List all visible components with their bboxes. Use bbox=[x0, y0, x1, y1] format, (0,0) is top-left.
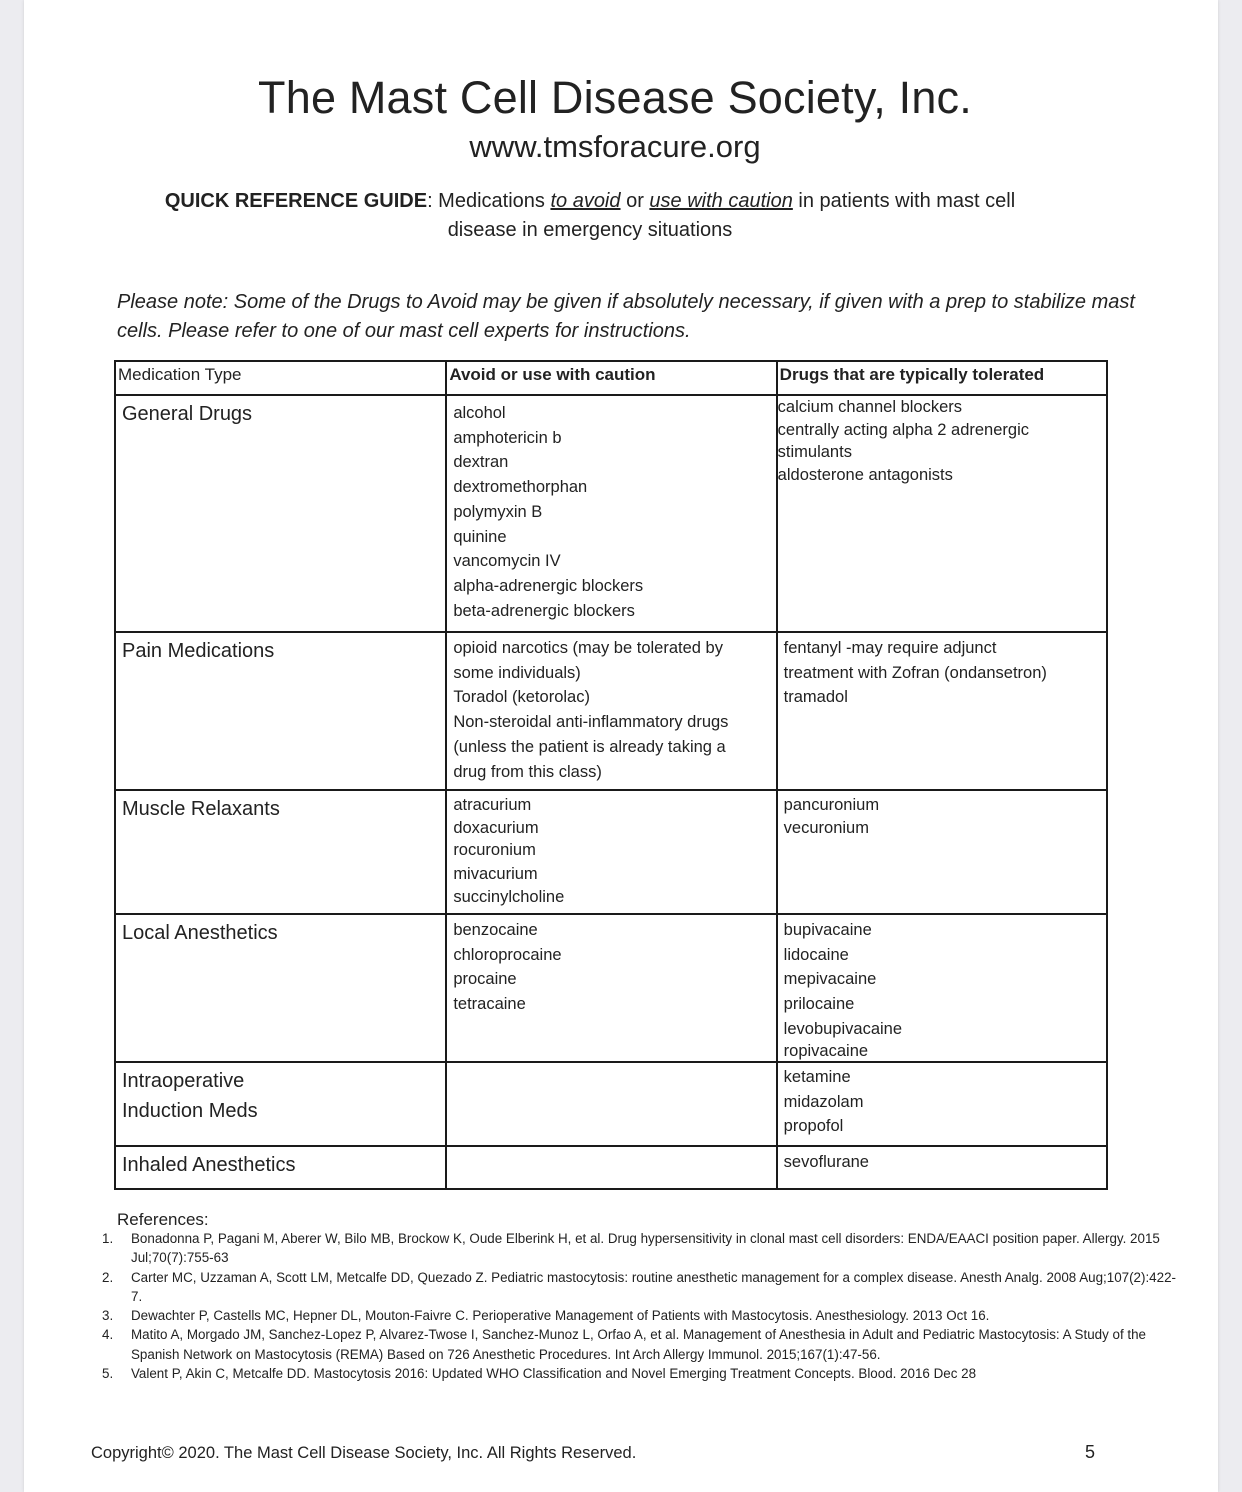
tolerated-item: bupivacaine bbox=[783, 921, 872, 939]
medication-type-cell: General Drugs bbox=[115, 395, 446, 632]
tolerated-item: lidocaine bbox=[783, 945, 849, 964]
medication-type-line: Induction Meds bbox=[122, 1100, 258, 1122]
avoid-item: succinylcholine bbox=[453, 888, 565, 906]
tolerated-item: centrally acting alpha 2 adrenergic bbox=[777, 420, 1029, 439]
reference-text: Matito A, Morgado JM, Sanchez-Lopez P, Alvarez-Twose I, Sanchez-Munoz L, Orfao A, et al. Management of Anesthesia in Adult and Pediatric Mastocytosis: A Study of the Spanish Network on Mastocytosis (REMA) Based on 726 Anesthetic Procedures. Int Arch Allergy Immunol. 2015;167(1):47-56. bbox=[131, 1327, 1147, 1362]
avoid-item: alpha-adrenergic blockers bbox=[453, 576, 644, 595]
table-row bbox=[115, 1062, 1107, 1146]
avoid-item: Non-steroidal anti-inflammatory drugs bbox=[453, 713, 729, 732]
header-tolerated: Drugs that are typically tolerated bbox=[777, 361, 1107, 395]
tolerated-item: mepivacaine bbox=[783, 970, 877, 989]
reference-number: 1. bbox=[102, 1231, 114, 1246]
tolerated-item: stimulants bbox=[777, 443, 852, 461]
avoid-item: vancomycin IV bbox=[453, 552, 561, 571]
avoid-item: some individuals) bbox=[453, 663, 581, 682]
tolerated-item: prilocaine bbox=[783, 995, 855, 1014]
reference-number: 5. bbox=[102, 1366, 114, 1382]
table-header-row bbox=[115, 361, 1107, 395]
references-list bbox=[99, 1229, 1179, 1383]
avoid-item: amphotericin b bbox=[453, 428, 562, 447]
avoid-item: dextran bbox=[453, 453, 509, 472]
header-medication-type: Medication Type bbox=[115, 361, 446, 395]
avoid-cell bbox=[446, 914, 776, 1062]
page-number: 5 bbox=[1085, 1442, 1096, 1462]
table-row bbox=[115, 632, 1107, 790]
medication-table bbox=[114, 360, 1108, 1190]
tolerated-cell bbox=[777, 395, 1107, 632]
tolerated-item: treatment with Zofran (ondansetron) bbox=[783, 663, 1047, 682]
avoid-item: Toradol (ketorolac) bbox=[453, 688, 590, 707]
guide-text-1: : Medications bbox=[427, 190, 551, 212]
tolerated-item: vecuronium bbox=[783, 818, 869, 837]
medication-type-cell: Inhaled Anesthetics bbox=[115, 1146, 446, 1189]
table-row bbox=[115, 914, 1107, 1062]
tolerated-item: pancuronium bbox=[783, 796, 880, 814]
avoid-item: dextromethorphan bbox=[453, 478, 588, 497]
tolerated-item: levobupivacaine bbox=[783, 1019, 903, 1038]
medication-type-cell bbox=[115, 1062, 446, 1146]
tolerated-item: sevoflurane bbox=[783, 1153, 869, 1171]
medication-type-cell: Pain Medications bbox=[115, 632, 446, 790]
copyright-footer: Copyright© 2020. The Mast Cell Disease Society, Inc. All Rights Reserved. bbox=[91, 1444, 637, 1462]
reference-item bbox=[99, 1364, 1179, 1383]
avoid-item: tetracaine bbox=[453, 995, 526, 1014]
table-row bbox=[115, 1146, 1107, 1189]
avoid-item: alcohol bbox=[453, 404, 506, 422]
reference-item bbox=[99, 1268, 1179, 1307]
tolerated-item: midazolam bbox=[783, 1092, 864, 1111]
tolerated-item: calcium channel blockers bbox=[777, 398, 963, 416]
avoid-cell bbox=[446, 1062, 776, 1146]
reference-item bbox=[99, 1306, 1179, 1325]
reference-text: Valent P, Akin C, Metcalfe DD. Mastocytosis 2016: Updated WHO Classification and Novel Emerging Treatment Concepts. Blood. 2016 Dec 28 bbox=[131, 1366, 977, 1382]
tolerated-item: fentanyl -may require adjunct bbox=[783, 639, 997, 657]
avoid-cell bbox=[446, 790, 776, 914]
avoid-item: opioid narcotics (may be tolerated by bbox=[453, 639, 723, 657]
tolerated-item: propofol bbox=[783, 1117, 844, 1136]
please-note-text: Please note: Some of the Drugs to Avoid may be given if absolutely necessary, if given with a prep to stabilize mast cells. Please refer to one of our mast cell experts for instructions. bbox=[117, 291, 1135, 342]
reference-number: 2. bbox=[102, 1269, 114, 1285]
reference-text: Bonadonna P, Pagani M, Aberer W, Bilo MB, Brockow K, Oude Elberink H, et al. Drug hypersensitivity in clonal mast cell disorders: ENDA/EAACI position paper. Allergy. 2015 Jul;70(7):755-63 bbox=[131, 1231, 1160, 1266]
avoid-item: drug from this class) bbox=[453, 762, 602, 781]
tolerated-cell bbox=[777, 632, 1107, 790]
tolerated-cell bbox=[777, 790, 1107, 914]
guide-text-2: or bbox=[620, 190, 650, 212]
avoid-cell bbox=[446, 1146, 776, 1189]
reference-text: Dewachter P, Castells MC, Hepner DL, Mouton-Faivre C. Perioperative Management of Patients with Mastocytosis. Anesthesiology. 2013 Oct 16. bbox=[131, 1308, 990, 1324]
reference-number: 3. bbox=[102, 1308, 114, 1324]
avoid-item: chloroprocaine bbox=[453, 945, 562, 964]
avoid-cell bbox=[446, 632, 776, 790]
tolerated-cell bbox=[777, 1062, 1107, 1146]
medication-type-line: Intraoperative bbox=[122, 1070, 245, 1092]
avoid-item: polymyxin B bbox=[453, 502, 543, 521]
tolerated-item: ropivacaine bbox=[783, 1041, 869, 1060]
tolerated-item: ketamine bbox=[783, 1068, 851, 1086]
avoid-item: rocuronium bbox=[453, 841, 536, 859]
avoid-item: (unless the patient is already taking a bbox=[453, 737, 726, 756]
org-website-link[interactable]: www.tmsforacure.org bbox=[469, 129, 761, 164]
medication-type-cell: Muscle Relaxants bbox=[115, 790, 446, 914]
avoid-item: mivacurium bbox=[453, 864, 538, 883]
table-row bbox=[115, 395, 1107, 632]
quick-reference-guide-heading bbox=[140, 187, 1040, 245]
references-heading: References: bbox=[117, 1210, 209, 1229]
avoid-item: procaine bbox=[453, 970, 517, 989]
org-title: The Mast Cell Disease Society, Inc. bbox=[258, 72, 972, 123]
medication-type-cell: Local Anesthetics bbox=[115, 914, 446, 1062]
tolerated-item: aldosterone antagonists bbox=[777, 465, 953, 484]
guide-text-3: in patients with mast cell disease in emergency situations bbox=[447, 190, 1016, 241]
guide-emph-caution: use with caution bbox=[649, 190, 793, 212]
reference-item bbox=[99, 1325, 1179, 1364]
table-row bbox=[115, 790, 1107, 914]
reference-item bbox=[99, 1229, 1179, 1268]
avoid-item: benzocaine bbox=[453, 921, 538, 939]
tolerated-cell bbox=[777, 914, 1107, 1062]
reference-text: Carter MC, Uzzaman A, Scott LM, Metcalfe DD, Quezado Z. Pediatric mastocytosis: routine anesthetic management for a complex disease. Anesth Analg. 2008 Aug;107(2):422-7. bbox=[131, 1269, 1176, 1304]
header-avoid: Avoid or use with caution bbox=[446, 361, 776, 395]
tolerated-item: tramadol bbox=[783, 688, 848, 707]
avoid-item: quinine bbox=[453, 527, 507, 546]
guide-emph-avoid: to avoid bbox=[550, 190, 621, 212]
avoid-item: doxacurium bbox=[453, 818, 539, 837]
reference-number: 4. bbox=[102, 1327, 114, 1343]
avoid-item: atracurium bbox=[453, 796, 532, 814]
avoid-item: beta-adrenergic blockers bbox=[453, 601, 635, 620]
guide-label: QUICK REFERENCE GUIDE bbox=[164, 190, 428, 212]
avoid-cell bbox=[446, 395, 776, 632]
tolerated-cell bbox=[777, 1146, 1107, 1189]
